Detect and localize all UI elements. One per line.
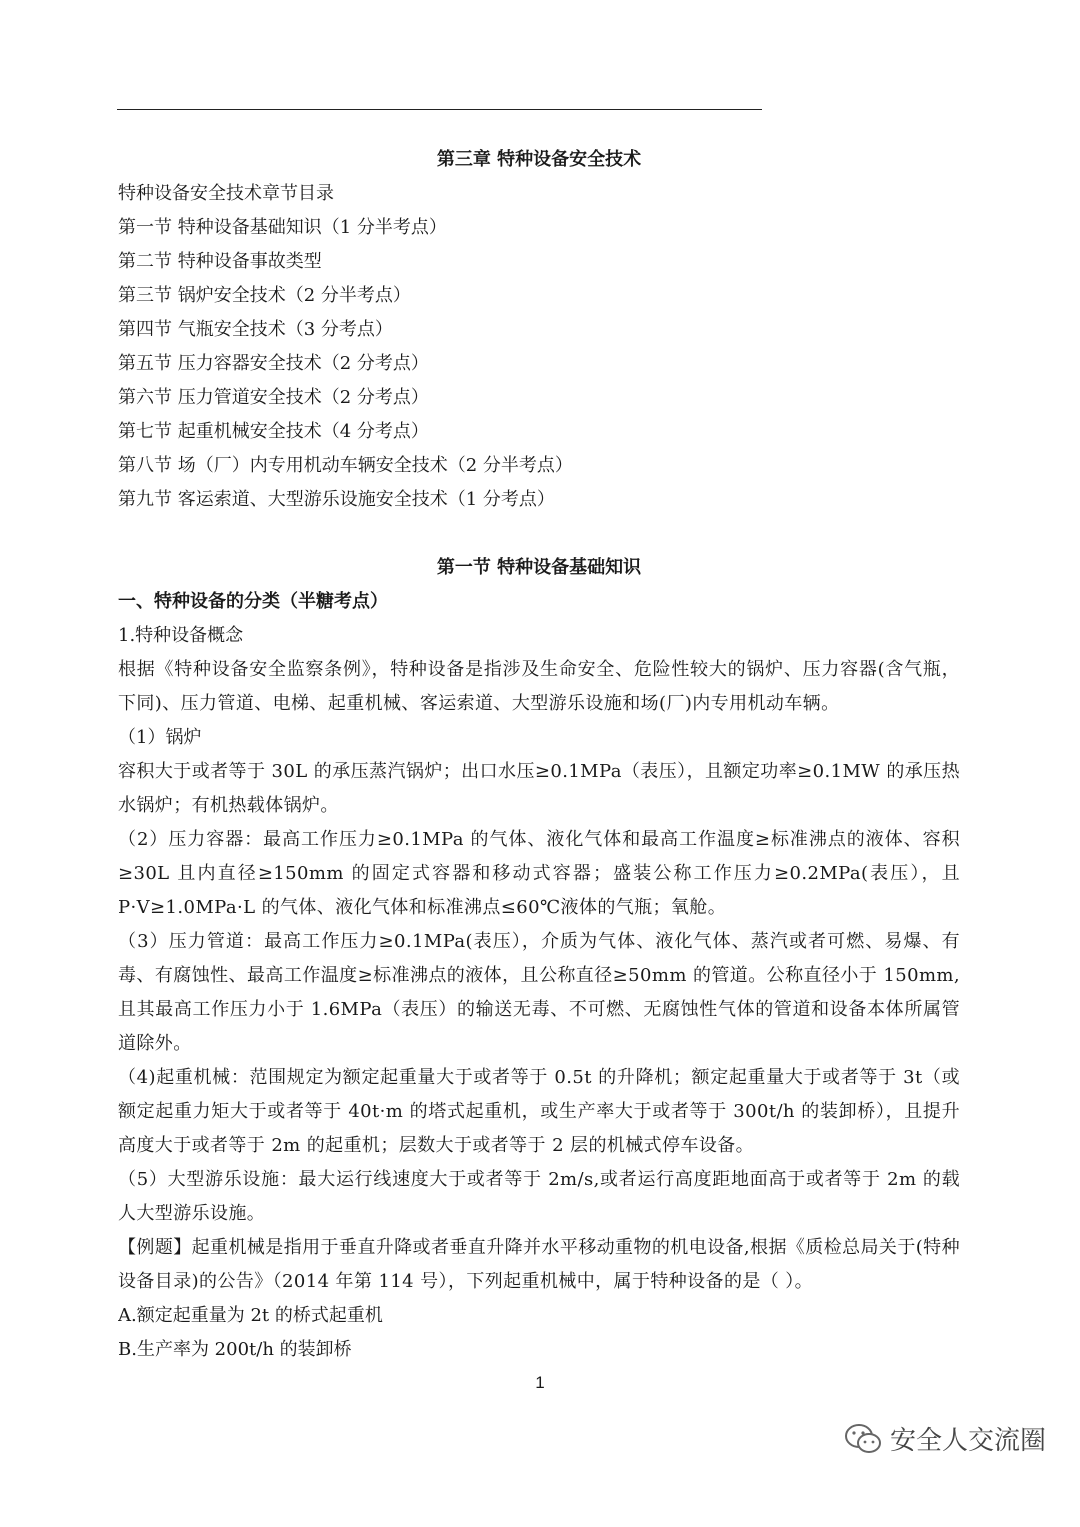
option-a: A.额定起重量为 2t 的桥式起重机 — [118, 1305, 383, 1326]
section-title: 第一节 特种设备基础知识 — [436, 557, 642, 578]
watermark — [844, 1420, 1046, 1457]
section-heading: 一、特种设备的分类（半糖考点） — [118, 591, 388, 612]
page-number: 1 — [535, 1373, 545, 1392]
toc-item: 第九节 客运索道、大型游乐设施安全技术（1 分考点） — [118, 489, 555, 510]
toc-item: 第八节 场（厂）内专用机动车辆安全技术（2 分半考点） — [118, 455, 573, 476]
vessel-paragraph: （2）压力容器：最高工作压力≥0.1MPa 的气体、液化气体和最高工作温度≥标准沸点的液体、容积≥30L 且内直径≥150mm 的固定式容器和移动式容器；盛装公称工作压力≥0.2MPa(表压），且 P·V≥1.0MPa·L 的气体、液化气体和标准沸点≤60℃液体的气瓶；氧舱。 — [118, 829, 960, 918]
header-rule — [117, 109, 762, 110]
example-text: 起重机械是指用于垂直升降或者垂直升降并水平移动重物的机电设备,根据《质检总局关于(特种设备目录)的公告》（2014 年第 114 号），下列起重机械中，属于特种设备的是（ ）。 — [118, 1237, 960, 1292]
amusement-paragraph: （5）大型游乐设施：最大运行线速度大于或者等于 2m/s,或者运行高度距地面高于或者等于 2m 的载人大型游乐设施。 — [118, 1169, 960, 1224]
toc-heading: 特种设备安全技术章节目录 — [118, 183, 334, 204]
watermark-text: 安全人交流圈 — [889, 1426, 1046, 1456]
toc-item: 第四节 气瓶安全技术（3 分考点） — [118, 319, 393, 340]
boiler-paragraph: 容积大于或者等于 30L 的承压蒸汽锅炉；出口水压≥0.1MPa（表压），且额定功率≥0.1MW 的承压热水锅炉；有机热载体锅炉。 — [118, 761, 960, 816]
intro-paragraph: 根据《特种设备安全监察条例》，特种设备是指涉及生命安全、危险性较大的锅炉、压力容器(含气瓶，下同)、压力管道、电梯、起重机械、客运索道、大型游乐设施和场(厂)内专用机动车辆。 — [118, 659, 960, 714]
toc-item: 第三节 锅炉安全技术（2 分半考点） — [118, 285, 411, 306]
pipeline-paragraph: （3）压力管道：最高工作压力≥0.1MPa(表压），介质为气体、液化气体、蒸汽或者可燃、易爆、有毒、有腐蚀性、最高工作温度≥标准沸点的液体，且公称直径≥50mm 的管道。公称直径小于 150mm,且其最高工作压力小于 1.6MPa（表压）的输送无毒、不可燃、无腐蚀性气体的管道和设备本体所属管道除外。 — [118, 931, 960, 1054]
document-body — [118, 143, 960, 1367]
toc-item: 第七节 起重机械安全技术（4 分考点） — [118, 421, 429, 442]
wechat-icon — [844, 1422, 882, 1456]
example-paragraph — [118, 1231, 960, 1299]
example-tag: 【例题】 — [118, 1237, 192, 1258]
toc-item: 第一节 特种设备基础知识（1 分半考点） — [118, 217, 447, 238]
crane-paragraph: （4)起重机械：范围规定为额定起重量大于或者等于 0.5t 的升降机；额定起重量大于或者等于 3t（或额定起重力矩大于或者等于 40t·m 的塔式起重机，或生产率大于或者等于 300t/h 的装卸桥），且提升高度大于或者等于 2m 的起重机；层数大于或者等于 2 层的机械式停车设备。 — [118, 1067, 960, 1156]
toc-item: 第六节 压力管道安全技术（2 分考点） — [118, 387, 429, 408]
option-b: B.生产率为 200t/h 的装卸桥 — [118, 1339, 352, 1360]
boiler-label: （1）锅炉 — [118, 727, 202, 748]
chapter-title: 第三章 特种设备安全技术 — [436, 149, 642, 170]
subheading: 1.特种设备概念 — [118, 625, 244, 646]
toc-item: 第二节 特种设备事故类型 — [118, 251, 322, 272]
toc-item: 第五节 压力容器安全技术（2 分考点） — [118, 353, 429, 374]
